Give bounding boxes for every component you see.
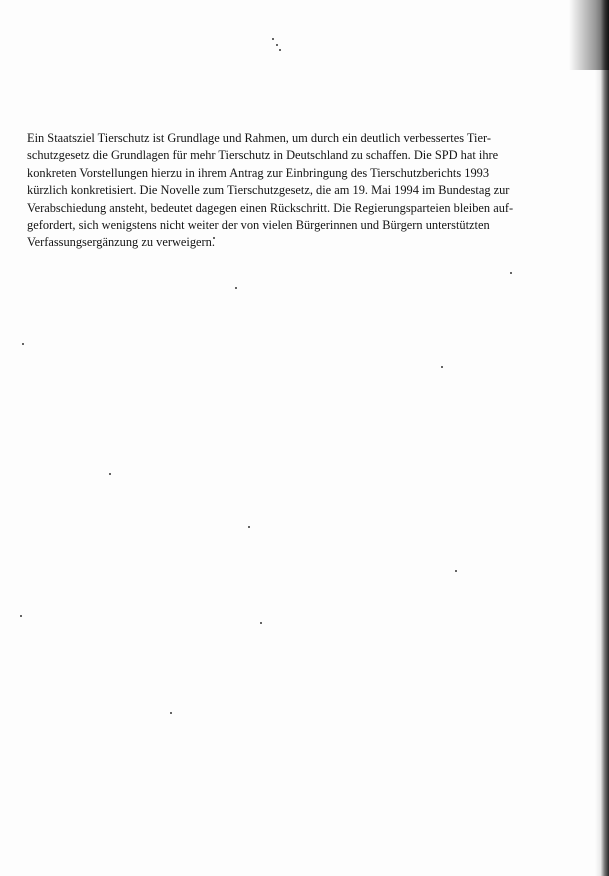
scan-speck	[235, 287, 237, 289]
scan-speck	[272, 38, 274, 40]
scan-shadow-right	[595, 0, 609, 876]
scan-speck	[260, 622, 262, 624]
scan-speck	[22, 343, 24, 345]
scan-speck	[455, 570, 457, 572]
scan-speck	[276, 44, 278, 46]
paragraph-line: Verabschiedung ansteht, bedeutet dagegen einen Rückschritt. Die Regierungsparteien bleiben auf-	[27, 200, 514, 215]
scan-speck	[170, 712, 172, 714]
scan-speck	[279, 49, 281, 51]
paragraph-line: konkreten Vorstellungen hierzu in ihrem Antrag zur Einbringung des Tierschutzberichts 1993	[27, 165, 490, 180]
body-paragraph	[27, 130, 527, 252]
paragraph-line: gefordert, sich wenigstens nicht weiter der von vielen Bürgerinnen und Bürgern unterstützten	[27, 218, 490, 233]
paragraph-line: schutzgesetz die Grundlagen für mehr Tierschutz in Deutschland zu schaffen. Die SPD hat ihre	[27, 148, 499, 163]
paragraph-line: kürzlich konkretisiert. Die Novelle zum Tierschutzgesetz, die am 19. Mai 1994 im Bundestag zur	[27, 183, 510, 198]
paragraph-line: Verfassungsergänzung zu verweigern.	[27, 235, 215, 250]
scan-speck	[441, 366, 443, 368]
scan-speck	[20, 615, 22, 617]
scan-speck	[109, 473, 111, 475]
paragraph-line: Ein Staatsziel Tierschutz ist Grundlage und Rahmen, um durch ein deutlich verbessertes Tier-	[27, 131, 491, 145]
scan-speck	[510, 272, 512, 274]
scan-speck	[248, 526, 250, 528]
scan-shadow-corner	[569, 0, 609, 70]
